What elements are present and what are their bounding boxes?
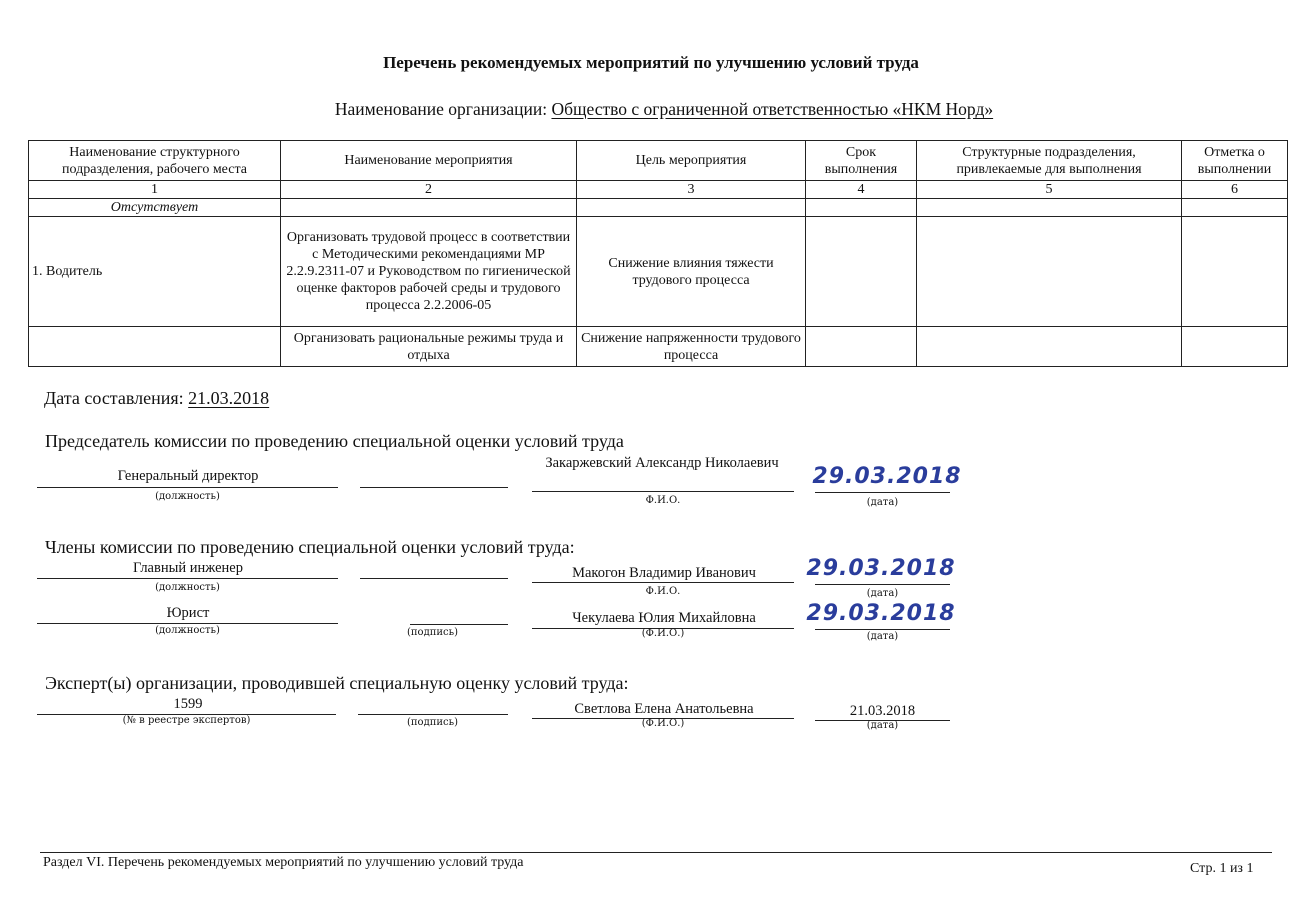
- column-number: 4: [806, 181, 917, 199]
- signature-line: [360, 578, 508, 579]
- expert-date: 21.03.2018: [849, 703, 916, 719]
- deadline-cell: [806, 327, 917, 367]
- header-measure: Наименование мероприятия: [281, 141, 577, 181]
- organization-name: Общество с ограниченной ответственностью «НКМ Норд»: [551, 99, 994, 119]
- departments-cell: [917, 217, 1182, 327]
- member-name: Чекулаева Юлия Михайловна: [572, 610, 756, 626]
- date-line: [815, 492, 950, 493]
- footer-section-title: Раздел VI. Перечень рекомендуемых мероприятий по улучшению условий труда: [43, 855, 524, 870]
- header-goal: Цель мероприятия: [577, 141, 806, 181]
- measure-cell: Организовать рациональные режимы труда и отдыха: [281, 327, 577, 367]
- registry-caption: (№ в реестре экспертов): [122, 715, 251, 726]
- name-caption: Ф.И.О.: [645, 495, 681, 506]
- header-deadline: Срок выполнения: [806, 141, 917, 181]
- deadline-cell: [806, 217, 917, 327]
- date-line: [815, 584, 950, 585]
- workplace-cell: [29, 327, 281, 367]
- expert-heading: Эксперт(ы) организации, проводившей специальную оценку условий труда:: [45, 673, 629, 693]
- header-departments: Структурные подразделения, привлекаемые для выполнения: [917, 141, 1182, 181]
- member-position: Главный инженер: [133, 560, 243, 576]
- position-line: [37, 578, 338, 579]
- date-caption: (дата): [866, 497, 899, 508]
- name-caption: (Ф.И.О.): [641, 718, 685, 729]
- departments-cell: [917, 327, 1182, 367]
- compiled-date-label: Дата составления:: [44, 388, 184, 408]
- mark-cell: [1182, 327, 1288, 367]
- name-caption: Ф.И.О.: [645, 586, 681, 597]
- organization-label: Наименование организации:: [334, 99, 548, 119]
- position-caption: (должность): [155, 625, 220, 636]
- members-heading: Члены комиссии по проведению специальной оценки условий труда:: [45, 537, 575, 557]
- measure-cell: Организовать трудовой процесс в соответствии с Методическими рекомендациями МР 2.2.9.2311-07 и Руководством по гигиенической оценке факторов рабочей среды и трудового процесса 2.2.2006-05: [281, 217, 577, 327]
- chairman-position: Генеральный директор: [117, 468, 259, 484]
- chairman-name: Закаржевский Александр Николаевич: [545, 455, 779, 471]
- column-number: 5: [917, 181, 1182, 199]
- header-workplace: Наименование структурного подразделения, рабочего места: [29, 141, 281, 181]
- position-caption: (должность): [155, 491, 220, 502]
- workplace-cell: 1. Водитель: [29, 217, 281, 327]
- column-number: 6: [1182, 181, 1288, 199]
- date-line: [815, 629, 950, 630]
- expert-registry-number: 1599: [173, 696, 203, 712]
- goal-cell: Снижение влияния тяжести трудового процесса: [577, 217, 806, 327]
- signature-line: [410, 624, 508, 625]
- signature-caption: (подпись): [406, 717, 459, 728]
- absent-label: Отсутствует: [29, 199, 281, 217]
- column-number: 2: [281, 181, 577, 199]
- page-number: Стр. 1 из 1: [1190, 861, 1254, 876]
- signature-line: [358, 714, 508, 715]
- signature-line: [360, 487, 508, 488]
- expert-name: Светлова Елена Анатольевна: [574, 701, 754, 717]
- goal-cell: Снижение напряженности трудового процесса: [577, 327, 806, 367]
- mark-cell: [1182, 217, 1288, 327]
- organization-line: [0, 99, 1302, 120]
- position-caption: (должность): [155, 582, 220, 593]
- table-header-row: [29, 141, 1288, 181]
- handwritten-date: 29.03.2018: [812, 464, 962, 489]
- compiled-date: 21.03.2018: [188, 388, 270, 408]
- compiled-date-line: [44, 388, 269, 409]
- signature-caption: (подпись): [406, 627, 459, 638]
- document-title: Перечень рекомендуемых мероприятий по улучшению условий труда: [383, 53, 919, 72]
- name-caption: (Ф.И.О.): [641, 628, 685, 639]
- name-line: [532, 491, 794, 492]
- footer-rule: [40, 852, 1272, 853]
- column-number: 3: [577, 181, 806, 199]
- member-position: Юрист: [166, 605, 210, 621]
- handwritten-date: 29.03.2018: [806, 601, 956, 626]
- chairman-heading: Председатель комиссии по проведению специальной оценки условий труда: [45, 431, 624, 451]
- table-row: [29, 327, 1288, 367]
- date-caption: (дата): [866, 631, 899, 642]
- date-caption: (дата): [866, 588, 899, 599]
- column-number: 1: [29, 181, 281, 199]
- position-line: [37, 487, 338, 488]
- absent-row: [29, 199, 1288, 217]
- name-line: [532, 582, 794, 583]
- header-mark: Отметка о выполнении: [1182, 141, 1288, 181]
- table-row: [29, 217, 1288, 327]
- measures-table: [28, 140, 1288, 367]
- member-name: Макогон Владимир Иванович: [572, 565, 756, 581]
- position-line: [37, 623, 338, 624]
- date-caption: (дата): [866, 720, 899, 731]
- column-number-row: [29, 181, 1288, 199]
- handwritten-date: 29.03.2018: [806, 556, 956, 581]
